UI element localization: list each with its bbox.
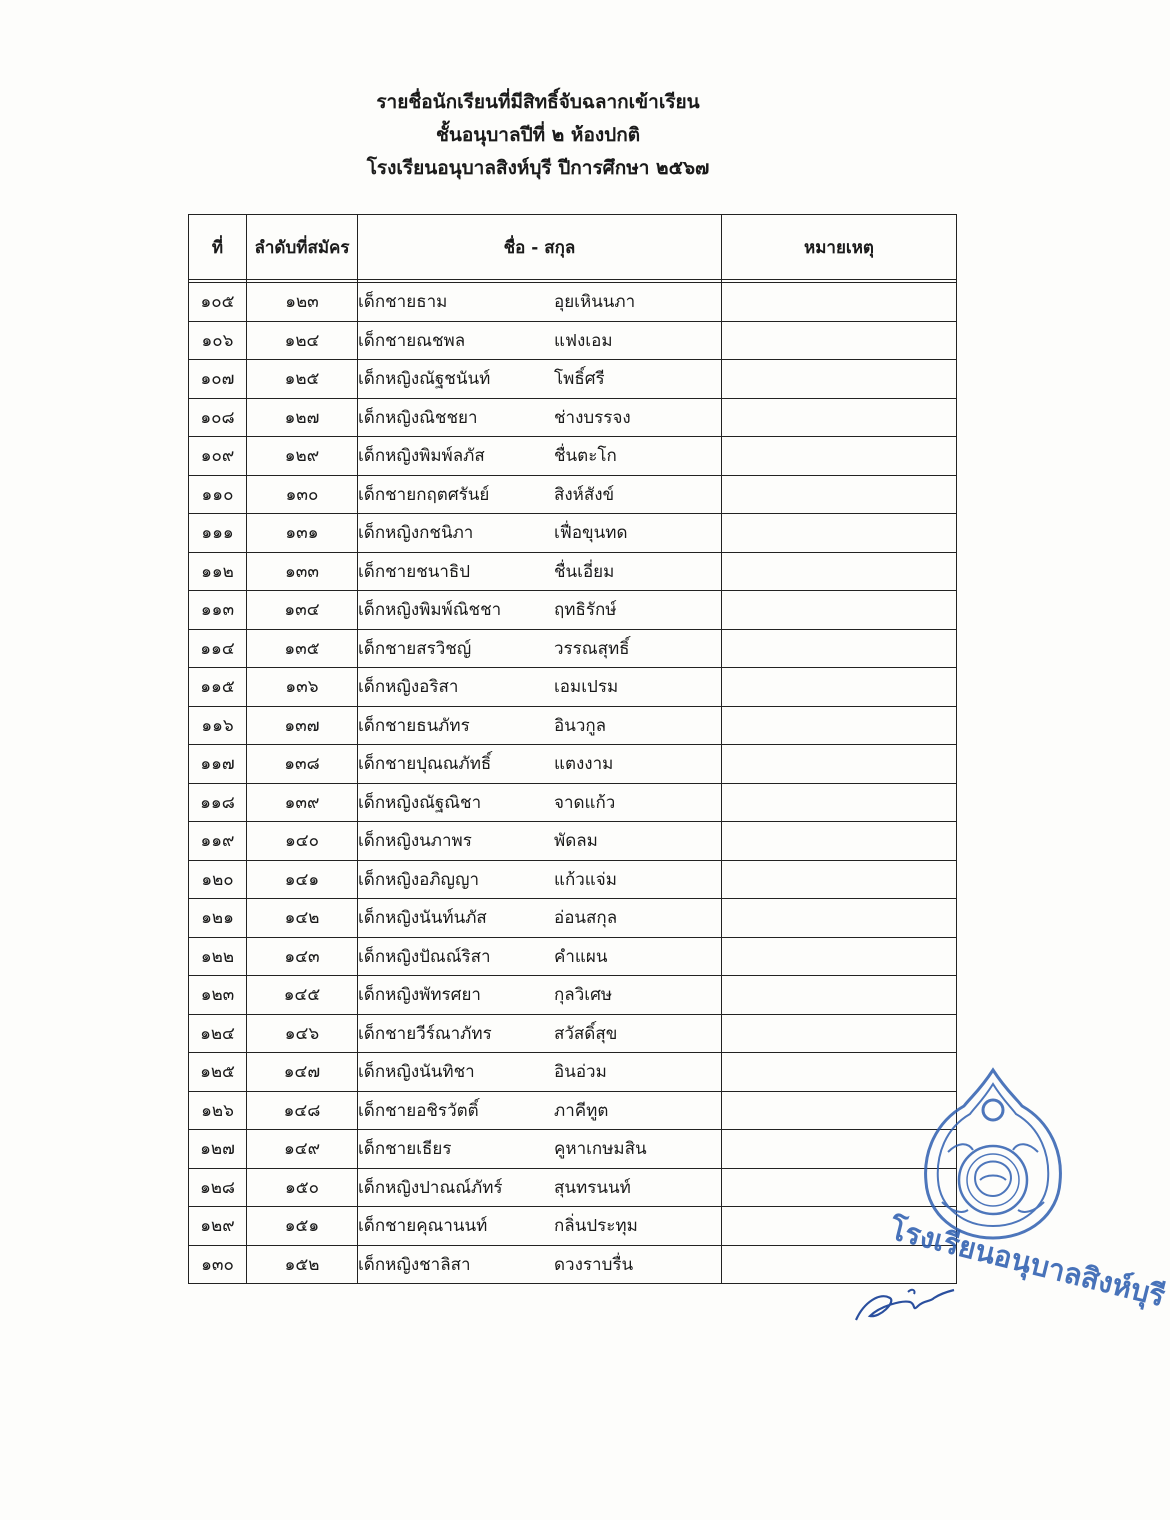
student-first-name: เด็กหญิงณัฐชนันท์ bbox=[358, 369, 491, 390]
remark-cell bbox=[722, 360, 957, 399]
table-row bbox=[189, 1245, 957, 1284]
student-last-name: สุนทรนนท์ bbox=[554, 1177, 631, 1198]
student-name bbox=[358, 1091, 722, 1130]
remark-cell bbox=[722, 860, 957, 899]
student-first-name: เด็กชายสรวิชญ์ bbox=[358, 638, 472, 659]
student-first-name: เด็กหญิงนภาพร bbox=[358, 831, 472, 852]
student-last-name: ชื่นเอี่ยม bbox=[554, 561, 615, 582]
student-first-name: เด็กชายธนภัทร bbox=[358, 715, 470, 736]
student-name bbox=[358, 514, 722, 553]
remark-cell bbox=[722, 899, 957, 938]
row-number: ๑๐๘ bbox=[189, 398, 247, 437]
student-name bbox=[358, 745, 722, 784]
application-number: ๑๕๑ bbox=[247, 1207, 358, 1246]
application-number: ๑๓๘ bbox=[247, 745, 358, 784]
student-first-name: เด็กหญิงพิมพ์ณิชชา bbox=[358, 600, 502, 621]
student-last-name: แตงงาม bbox=[554, 754, 614, 775]
table-row bbox=[189, 552, 957, 591]
table-row bbox=[189, 283, 957, 322]
student-first-name: เด็กหญิงปาณณ์ภัทร์ bbox=[358, 1177, 503, 1198]
application-number: ๑๕๐ bbox=[247, 1168, 358, 1207]
student-last-name: ภาคีทูต bbox=[554, 1100, 609, 1121]
remark-cell bbox=[722, 783, 957, 822]
row-number: ๑๑๖ bbox=[189, 706, 247, 745]
student-first-name: เด็กหญิงณิชชยา bbox=[358, 407, 478, 428]
remark-cell bbox=[722, 706, 957, 745]
remark-cell bbox=[722, 591, 957, 630]
student-name bbox=[358, 860, 722, 899]
student-name bbox=[358, 475, 722, 514]
application-number: ๑๔๘ bbox=[247, 1091, 358, 1130]
remark-cell bbox=[722, 321, 957, 360]
table-row bbox=[189, 783, 957, 822]
student-last-name: อินอ่วม bbox=[554, 1062, 607, 1083]
student-last-name: กุลวิเศษ bbox=[554, 985, 613, 1006]
document-header bbox=[0, 86, 1076, 185]
student-name bbox=[358, 899, 722, 938]
row-number: ๑๒๓ bbox=[189, 976, 247, 1015]
row-number: ๑๒๔ bbox=[189, 1014, 247, 1053]
col-header-name: ชื่อ - สกุล bbox=[358, 215, 722, 280]
student-name bbox=[358, 552, 722, 591]
header-class: ชั้นอนุบาลปีที่ ๒ ห้องปกติ bbox=[435, 124, 641, 146]
remark-cell bbox=[722, 745, 957, 784]
student-last-name: อินวกูล bbox=[554, 715, 607, 736]
student-first-name: เด็กหญิงพิมพ์ลภัส bbox=[358, 446, 485, 467]
table-row bbox=[189, 976, 957, 1015]
table-row bbox=[189, 398, 957, 437]
col-header-application-order: ลำดับที่สมัคร bbox=[247, 215, 358, 280]
student-last-name: คูหาเกษมสิน bbox=[554, 1139, 647, 1160]
student-last-name: จาดแก้ว bbox=[554, 792, 616, 813]
application-number: ๑๒๙ bbox=[247, 437, 358, 476]
col-header-remarks: หมายเหตุ bbox=[722, 215, 957, 280]
application-number: ๑๔๒ bbox=[247, 899, 358, 938]
student-first-name: เด็กชายคุณานนท์ bbox=[358, 1216, 488, 1237]
row-number: ๑๑๙ bbox=[189, 822, 247, 861]
student-last-name: กลิ่นประทุม bbox=[554, 1216, 638, 1237]
table-row bbox=[189, 360, 957, 399]
application-number: ๑๔๙ bbox=[247, 1130, 358, 1169]
remark-cell bbox=[722, 976, 957, 1015]
student-last-name: ช่างบรรจง bbox=[554, 407, 631, 428]
row-number: ๑๒๑ bbox=[189, 899, 247, 938]
student-last-name: คำแผน bbox=[554, 946, 608, 967]
header-title: รายชื่อนักเรียนที่มีสิทธิ์จับฉลากเข้าเรียน bbox=[376, 91, 700, 113]
student-first-name: เด็กหญิงอภิญญา bbox=[358, 869, 480, 890]
application-number: ๑๓๔ bbox=[247, 591, 358, 630]
application-number: ๑๔๕ bbox=[247, 976, 358, 1015]
application-number: ๑๕๒ bbox=[247, 1245, 358, 1284]
student-last-name: สิงห์สังข์ bbox=[554, 484, 615, 505]
table-row bbox=[189, 321, 957, 360]
application-number: ๑๔๓ bbox=[247, 937, 358, 976]
student-first-name: เด็กหญิงนันท์นภัส bbox=[358, 908, 487, 929]
student-first-name: เด็กชายอชิรวัตติ์ bbox=[358, 1100, 479, 1121]
table-row bbox=[189, 591, 957, 630]
remark-cell bbox=[722, 283, 957, 322]
row-number: ๑๒๖ bbox=[189, 1091, 247, 1130]
application-number: ๑๓๕ bbox=[247, 629, 358, 668]
row-number: ๑๑๒ bbox=[189, 552, 247, 591]
student-name bbox=[358, 976, 722, 1015]
table-row bbox=[189, 629, 957, 668]
table-row bbox=[189, 860, 957, 899]
student-last-name: สวัสดิ์สุข bbox=[554, 1023, 618, 1044]
student-first-name: เด็กชายเธียร bbox=[358, 1139, 452, 1160]
application-number: ๑๒๗ bbox=[247, 398, 358, 437]
student-first-name: เด็กชายกฤตศรันย์ bbox=[358, 484, 490, 505]
row-number: ๑๑๘ bbox=[189, 783, 247, 822]
student-name bbox=[358, 706, 722, 745]
student-name bbox=[358, 591, 722, 630]
row-number: ๑๑๔ bbox=[189, 629, 247, 668]
student-table bbox=[188, 214, 957, 1284]
student-name bbox=[358, 1207, 722, 1246]
application-number: ๑๓๑ bbox=[247, 514, 358, 553]
student-name bbox=[358, 1014, 722, 1053]
student-last-name: ฤทธิรักษ์ bbox=[554, 600, 617, 621]
application-number: ๑๓๓ bbox=[247, 552, 358, 591]
student-first-name: เด็กหญิงอริสา bbox=[358, 677, 459, 698]
student-first-name: เด็กหญิงณัฐณิชา bbox=[358, 792, 482, 813]
table-row bbox=[189, 1207, 957, 1246]
student-name bbox=[358, 360, 722, 399]
row-number: ๑๐๖ bbox=[189, 321, 247, 360]
student-last-name: พัดลม bbox=[554, 831, 598, 852]
row-number: ๑๒๒ bbox=[189, 937, 247, 976]
row-number: ๑๐๙ bbox=[189, 437, 247, 476]
application-number: ๑๔๖ bbox=[247, 1014, 358, 1053]
remark-cell bbox=[722, 398, 957, 437]
student-name bbox=[358, 783, 722, 822]
application-number: ๑๓๖ bbox=[247, 668, 358, 707]
application-number: ๑๓๐ bbox=[247, 475, 358, 514]
table-body bbox=[189, 280, 957, 1284]
remark-cell bbox=[722, 937, 957, 976]
student-last-name: แก้วแจ่ม bbox=[554, 869, 617, 890]
student-name bbox=[358, 629, 722, 668]
table-row bbox=[189, 437, 957, 476]
table-row bbox=[189, 899, 957, 938]
col-header-no: ที่ bbox=[189, 215, 247, 280]
remark-cell bbox=[722, 475, 957, 514]
student-name bbox=[358, 321, 722, 360]
application-number: ๑๒๓ bbox=[247, 283, 358, 322]
student-first-name: เด็กหญิงกชนิภา bbox=[358, 523, 474, 544]
student-first-name: เด็กชายณชพล bbox=[358, 330, 466, 351]
student-name bbox=[358, 822, 722, 861]
table-row bbox=[189, 514, 957, 553]
student-first-name: เด็กหญิงปัณณ์ริสา bbox=[358, 946, 491, 967]
seal-text: โรงเรียนอนุบาลสิงห์บุรี bbox=[886, 1211, 1169, 1314]
row-number: ๑๐๗ bbox=[189, 360, 247, 399]
remark-cell bbox=[722, 668, 957, 707]
student-first-name: เด็กชายชนาธิป bbox=[358, 561, 471, 582]
table-row bbox=[189, 1130, 957, 1169]
row-number: ๑๓๐ bbox=[189, 1245, 247, 1284]
student-name bbox=[358, 1053, 722, 1092]
student-first-name: เด็กหญิงนันทิชา bbox=[358, 1062, 475, 1083]
student-last-name: อ่อนสกุล bbox=[554, 908, 618, 929]
remark-cell bbox=[722, 437, 957, 476]
table-row bbox=[189, 745, 957, 784]
student-last-name: โพธิ์ศรี bbox=[554, 369, 605, 390]
table-header-row bbox=[189, 215, 957, 280]
student-last-name: ดวงราบรื่น bbox=[554, 1254, 634, 1275]
application-number: ๑๔๐ bbox=[247, 822, 358, 861]
remark-cell bbox=[722, 514, 957, 553]
student-name bbox=[358, 398, 722, 437]
row-number: ๑๒๙ bbox=[189, 1207, 247, 1246]
student-first-name: เด็กชายปุณณภัทธิ์ bbox=[358, 754, 492, 775]
student-name bbox=[358, 1168, 722, 1207]
student-name bbox=[358, 937, 722, 976]
student-name bbox=[358, 1245, 722, 1284]
application-number: ๑๔๗ bbox=[247, 1053, 358, 1092]
student-first-name: เด็กหญิงชาลิสา bbox=[358, 1254, 471, 1275]
row-number: ๑๒๕ bbox=[189, 1053, 247, 1092]
student-name bbox=[358, 668, 722, 707]
row-number: ๑๑๐ bbox=[189, 475, 247, 514]
remark-cell bbox=[722, 629, 957, 668]
student-name bbox=[358, 1130, 722, 1169]
application-number: ๑๓๗ bbox=[247, 706, 358, 745]
application-number: ๑๔๑ bbox=[247, 860, 358, 899]
student-last-name: วรรณสุทธิ์ bbox=[554, 638, 630, 659]
student-last-name: เอมเปรม bbox=[554, 677, 619, 698]
student-name bbox=[358, 437, 722, 476]
row-number: ๑๒๗ bbox=[189, 1130, 247, 1169]
student-first-name: เด็กชายวีร์ณาภัทร bbox=[358, 1023, 492, 1044]
student-first-name: เด็กหญิงพัทรศยา bbox=[358, 985, 481, 1006]
remark-cell bbox=[722, 1014, 957, 1053]
row-number: ๑๑๓ bbox=[189, 591, 247, 630]
table-row bbox=[189, 668, 957, 707]
table-row bbox=[189, 1091, 957, 1130]
remark-cell bbox=[722, 822, 957, 861]
row-number: ๑๑๕ bbox=[189, 668, 247, 707]
row-number: ๑๑๑ bbox=[189, 514, 247, 553]
application-number: ๑๓๙ bbox=[247, 783, 358, 822]
table-row bbox=[189, 1168, 957, 1207]
student-name bbox=[358, 283, 722, 322]
row-number: ๑๒๘ bbox=[189, 1168, 247, 1207]
row-number: ๑๑๗ bbox=[189, 745, 247, 784]
student-last-name: อุยเหินนภา bbox=[554, 292, 636, 313]
table-row bbox=[189, 937, 957, 976]
row-number: ๑๒๐ bbox=[189, 860, 247, 899]
table-row bbox=[189, 475, 957, 514]
header-school-year: โรงเรียนอนุบาลสิงห์บุรี ปีการศึกษา ๒๕๖๗ bbox=[366, 157, 710, 179]
row-number: ๑๐๕ bbox=[189, 283, 247, 322]
table-row bbox=[189, 1014, 957, 1053]
table-row bbox=[189, 706, 957, 745]
table-row bbox=[189, 1053, 957, 1092]
application-number: ๑๒๔ bbox=[247, 321, 358, 360]
student-first-name: เด็กชายธาม bbox=[358, 292, 448, 313]
application-number: ๑๒๕ bbox=[247, 360, 358, 399]
student-last-name: ชื่นตะโก bbox=[554, 446, 617, 467]
table-row bbox=[189, 822, 957, 861]
remark-cell bbox=[722, 552, 957, 591]
student-last-name: แฟงเอม bbox=[554, 330, 613, 351]
student-last-name: เฟื่อขุนทด bbox=[554, 523, 628, 544]
signature-icon bbox=[850, 1262, 960, 1332]
